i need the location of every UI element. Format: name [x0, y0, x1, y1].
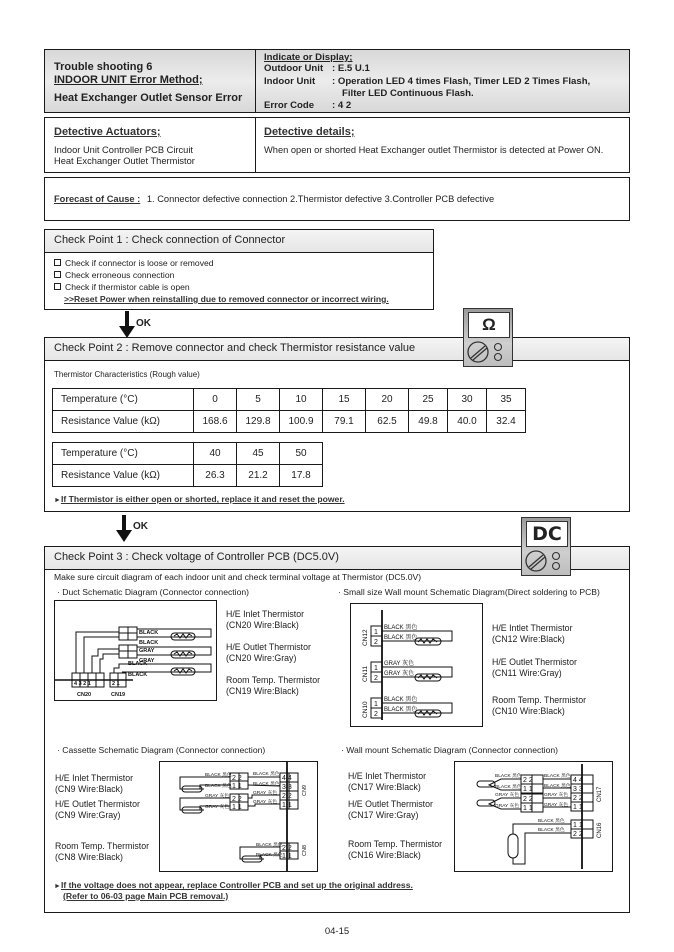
thermistor-label: H/E Inlet Thermistor (CN20 Wire:Black) [226, 609, 305, 630]
bullet-triangle-icon: ► [54, 497, 61, 504]
cassette-schematic [159, 761, 318, 872]
svg-text:BLACK 黑色: BLACK 黑色 [384, 625, 418, 631]
checkbox-icon [54, 283, 61, 290]
svg-text:BLACK 黑色: BLACK 黑色 [538, 828, 565, 833]
connector-label: CN11 [362, 665, 369, 682]
svg-text:1: 1 [374, 701, 378, 708]
svg-text:GRAY 灰色: GRAY 灰色 [544, 793, 569, 798]
reset-power-note: >>Reset Power when reinstalling due to removed connector or incorrect wiring. [64, 294, 389, 304]
svg-text:1 1: 1 1 [282, 853, 292, 860]
connector-label: CN20 [77, 692, 92, 698]
down-arrow-icon [117, 311, 137, 339]
temp-cell: 15 [323, 389, 366, 411]
actuators-title: Detective Actuators; [54, 126, 161, 138]
checkpoint-1-title: Check Point 1 : Check connection of Connector [54, 234, 286, 246]
wire-label: GRAY [139, 658, 155, 664]
svg-text:BLACK 黑色: BLACK 黑色 [384, 635, 418, 641]
resistance-cell: 100.9 [280, 411, 323, 433]
thermistor-label: H/E Outlet Thermistor (CN9 Wire:Gray) [55, 799, 140, 820]
resistance-cell: 79.1 [323, 411, 366, 433]
svg-text:GRAY 灰色: GRAY 灰色 [495, 804, 520, 809]
resistance-cell: 62.5 [366, 411, 409, 433]
duct-diagram-title: · Duct Schematic Diagram (Connector connection) [57, 587, 250, 597]
error-method: INDOOR UNIT Error Method; [54, 74, 203, 86]
svg-text:2 2: 2 2 [573, 831, 583, 838]
svg-text:1: 1 [374, 629, 378, 636]
resistance-cell: 17.8 [280, 465, 323, 487]
svg-text:BLACK 黑色: BLACK 黑色 [495, 774, 522, 779]
svg-text:3 3: 3 3 [573, 786, 583, 793]
forecast-text: 1. Connector defective connection 2.Thermistor defective 3.Controller PCB defective [146, 194, 495, 204]
temp-cell: 0 [194, 389, 237, 411]
thermistor-label: Room Temp. Thermistor (CN10 Wire:Black) [492, 695, 587, 716]
wall-diagram-title: · Wall mount Schematic Diagram (Connector connection) [341, 745, 558, 755]
thermistor-label: Room Temp. Thermistor (CN8 Wire:Black) [55, 841, 150, 862]
indoor-value-1: : Operation LED 4 times Flash, Timer LED 2 Times Flash, [332, 76, 591, 87]
thermistor-label: H/E Outlet Thermistor (CN11 Wire:Gray) [492, 657, 577, 678]
voltage-note: ►If the voltage does not appear, replace Controller PCB and set up the original address. [54, 880, 413, 890]
svg-text:GRAY 灰色: GRAY 灰色 [384, 671, 415, 677]
connector-label: CN8 [302, 844, 308, 856]
wire-label: BLACK [128, 672, 148, 678]
svg-text:BLACK 黑色: BLACK 黑色 [205, 784, 232, 789]
check-item: Check if connector is loose or removed [54, 258, 214, 268]
forecast-line [54, 194, 494, 204]
resistance-cell: 32.4 [487, 411, 526, 433]
thermistor-label: H/E Inlet Thermistor (CN9 Wire:Black) [55, 773, 134, 794]
resistance-cell: 26.3 [194, 465, 237, 487]
small-wall-wiring-diagram [351, 604, 482, 726]
connector-label: CN10 [362, 701, 369, 718]
temp-cell: 5 [237, 389, 280, 411]
svg-text:GRAY 灰色: GRAY 灰色 [495, 793, 520, 798]
svg-text:BLACK 黑色: BLACK 黑色 [253, 782, 280, 787]
meter-display: DC [526, 521, 568, 547]
svg-text:2 2: 2 2 [573, 795, 583, 802]
svg-text:1 1: 1 1 [282, 802, 292, 809]
cassette-wiring-diagram [160, 762, 317, 871]
wire-label: BLACK [128, 661, 148, 667]
down-arrow-icon [114, 515, 134, 543]
svg-text:1 1: 1 1 [232, 783, 242, 790]
temp-cell: 35 [487, 389, 526, 411]
resistance-table-2 [52, 442, 323, 487]
svg-text:2 1: 2 1 [112, 681, 120, 687]
svg-text:GRAY 灰色: GRAY 灰色 [253, 791, 278, 796]
temp-cell: 30 [448, 389, 487, 411]
wire-label: BLACK [139, 630, 159, 636]
svg-text:1 1: 1 1 [232, 804, 242, 811]
svg-text:2: 2 [374, 711, 378, 718]
checkbox-icon [54, 259, 61, 266]
connector-label: CN12 [362, 629, 369, 646]
checkpoint-3-title: Check Point 3 : Check voltage of Controller PCB (DC5.0V) [54, 551, 339, 563]
error-name: Heat Exchanger Outlet Sensor Error [54, 92, 243, 104]
svg-text:2 2: 2 2 [523, 796, 533, 803]
svg-text:2 2: 2 2 [282, 845, 292, 852]
resistance-cell: 49.8 [409, 411, 448, 433]
meter-dial-icon [524, 547, 570, 575]
ohm-meter-icon [463, 308, 513, 367]
wire-label: BLACK [139, 640, 159, 646]
svg-text:GRAY 灰色: GRAY 灰色 [205, 794, 230, 799]
temp-cell: 40 [194, 443, 237, 465]
meter-display: Ω [468, 312, 510, 338]
temp-cell: 25 [409, 389, 448, 411]
thermistor-subtitle: Thermistor Characteristics (Rough value) [54, 370, 200, 379]
details-text: When open or shorted Heat Exchanger outlet Thermistor is detected at Power ON. [264, 145, 604, 155]
svg-text:GRAY 灰色: GRAY 灰色 [205, 805, 230, 810]
resistance-header: Resistance Value (kΩ) [53, 411, 194, 433]
details-title: Detective details; [264, 126, 355, 138]
temp-header: Temperature (°C) [53, 389, 194, 411]
outdoor-label: Outdoor Unit [264, 63, 324, 74]
meter-dial-icon [466, 338, 512, 366]
small-wall-schematic [350, 603, 483, 727]
actuator-item: Indoor Unit Controller PCB Circuit [54, 145, 193, 155]
checkpoint-1 [44, 229, 434, 310]
thermistor-label: H/E Outlet Thermistor (CN20 Wire:Gray) [226, 642, 311, 663]
connector-label: CN9 [302, 784, 308, 796]
indicate-label: Indicate or Display; [264, 52, 353, 63]
ok-label: OK [133, 521, 148, 532]
table-row [53, 465, 323, 487]
connector-label: CN19 [111, 692, 126, 698]
checkbox-icon [54, 271, 61, 278]
svg-text:1: 1 [374, 665, 378, 672]
temp-cell: 10 [280, 389, 323, 411]
checkpoint-1-header [45, 230, 433, 253]
actuator-item: Heat Exchanger Outlet Thermistor [54, 156, 195, 166]
svg-text:2 2: 2 2 [523, 777, 533, 784]
error-title-block [45, 50, 256, 112]
table-row [53, 443, 323, 465]
resistance-table-1 [52, 388, 526, 433]
wall-schematic [454, 761, 613, 872]
table-row [53, 411, 526, 433]
troubleshooting-number: Trouble shooting 6 [54, 61, 153, 73]
duct-schematic [54, 600, 217, 701]
connector-label: CN17 [597, 786, 603, 802]
duct-wiring-diagram [55, 601, 216, 700]
outdoor-value: : E.5 U.1 [332, 63, 370, 74]
pcb-removal-reference[interactable]: (Refer to 06-03 page Main PCB removal.) [63, 891, 229, 901]
wall-wiring-diagram [455, 762, 612, 871]
checkpoint-2 [44, 337, 630, 512]
resistance-cell: 21.2 [237, 465, 280, 487]
table-row [53, 389, 526, 411]
dc-meter-icon [521, 517, 571, 576]
svg-text:GRAY 灰色: GRAY 灰色 [384, 661, 415, 667]
connector-label: CN16 [597, 822, 603, 838]
error-code-label: Error Code [264, 100, 315, 111]
wire-label: GRAY [139, 648, 155, 654]
svg-text:BLACK 黑色: BLACK 黑色 [205, 773, 232, 778]
error-code-value: : 4 2 [332, 100, 352, 111]
svg-text:GRAY 灰色: GRAY 灰色 [253, 800, 278, 805]
svg-text:2 2: 2 2 [232, 775, 242, 782]
indoor-label: Indoor Unit [264, 76, 316, 87]
temp-header: Temperature (°C) [53, 443, 194, 465]
checkpoint-2-title: Check Point 2 : Remove connector and check Thermistor resistance value [54, 342, 416, 354]
detective-section [44, 117, 630, 173]
error-header [44, 49, 630, 113]
resistance-header: Resistance Value (kΩ) [53, 465, 194, 487]
checkpoint-3 [44, 546, 630, 913]
thermistor-label: Room Temp. Thermistor (CN19 Wire:Black) [226, 675, 321, 696]
check-item: Check if thermistor cable is open [54, 282, 190, 292]
bullet-triangle-icon: ► [54, 883, 61, 890]
svg-text:2 2: 2 2 [282, 793, 292, 800]
thermistor-label: H/E Outlet Thermistor (CN17 Wire:Gray) [348, 799, 433, 820]
ok-label: OK [136, 318, 151, 329]
thermistor-note: ►If Thermistor is either open or shorted, replace it and reset the power. [54, 494, 345, 504]
svg-text:BLACK 黑色: BLACK 黑色 [544, 774, 571, 779]
thermistor-label: H/E Inlet Thermistor (CN17 Wire:Black) [348, 771, 427, 792]
svg-text:BLACK 黑色: BLACK 黑色 [538, 819, 565, 824]
temp-cell: 50 [280, 443, 323, 465]
resistance-cell: 40.0 [448, 411, 487, 433]
temp-cell: 20 [366, 389, 409, 411]
checkpoint-2-header [45, 338, 629, 361]
cassette-diagram-title: · Cassette Schematic Diagram (Connector connection) [57, 745, 266, 755]
indoor-value-2: Filter LED Continuous Flash. [342, 88, 474, 99]
svg-text:1 1: 1 1 [573, 822, 583, 829]
svg-text:BLACK 黑色: BLACK 黑色 [253, 772, 280, 777]
thermistor-label: H/E Intlet Thermistor (CN12 Wire:Black) [492, 623, 573, 644]
small-wall-diagram-title: · Small size Wall mount Schematic Diagram(Direct soldering to PCB) [338, 587, 600, 597]
svg-text:GRAY 灰色: GRAY 灰色 [544, 803, 569, 808]
page-number: 04-15 [324, 926, 350, 937]
svg-text:BLACK 黑色: BLACK 黑色 [384, 707, 418, 713]
svg-text:4 4: 4 4 [573, 777, 583, 784]
svg-text:2: 2 [374, 675, 378, 682]
svg-text:1 1: 1 1 [523, 805, 533, 812]
svg-text:BLACK 黑色: BLACK 黑色 [495, 785, 522, 790]
actuators-column [45, 118, 256, 172]
resistance-cell: 129.8 [237, 411, 280, 433]
svg-text:3 3: 3 3 [282, 784, 292, 791]
svg-text:1 1: 1 1 [573, 804, 583, 811]
svg-text:2 2: 2 2 [232, 796, 242, 803]
check-item: Check erroneous connection [54, 270, 174, 280]
svg-text:4 3 2 1: 4 3 2 1 [74, 681, 91, 687]
svg-text:BLACK 黑色: BLACK 黑色 [384, 697, 418, 703]
checkpoint-3-intro: Make sure circuit diagram of each indoor unit and check terminal voltage at Thermistor (DC5.0V) [54, 572, 422, 582]
svg-text:BLACK 黑色: BLACK 黑色 [256, 853, 283, 858]
svg-text:2: 2 [374, 639, 378, 646]
svg-text:BLACK 黑色: BLACK 黑色 [544, 784, 571, 789]
svg-text:4 4: 4 4 [282, 775, 292, 782]
resistance-cell: 168.6 [194, 411, 237, 433]
svg-text:1 1: 1 1 [523, 786, 533, 793]
forecast-label: Forecast of Cause : [54, 194, 141, 204]
thermistor-label: Room Temp. Thermistor (CN16 Wire:Black) [348, 839, 443, 860]
forecast-section [44, 177, 630, 221]
svg-text:BLACK 黑色: BLACK 黑色 [256, 843, 283, 848]
temp-cell: 45 [237, 443, 280, 465]
